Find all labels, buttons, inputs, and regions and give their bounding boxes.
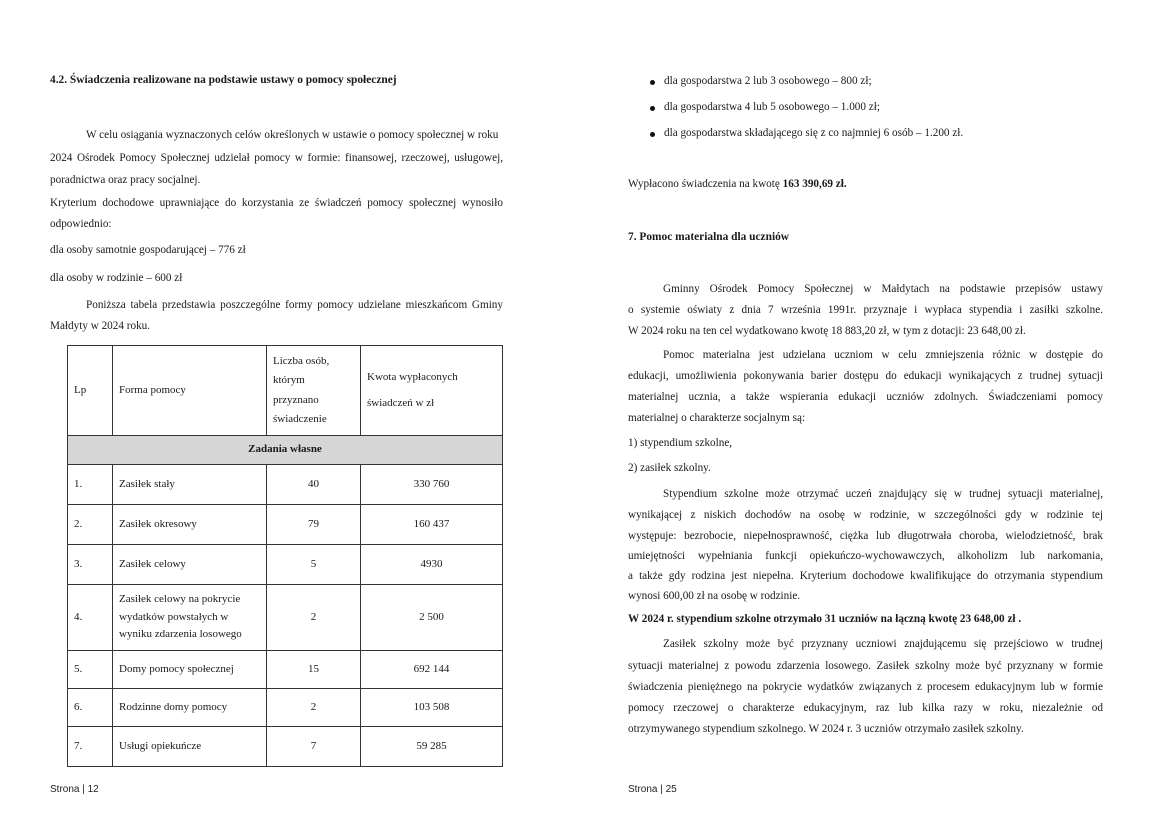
- bullet-item: dla gospodarstwa 2 lub 3 osobowego – 800 zł;: [664, 75, 872, 87]
- paid-amount: 163 390,69 zł.: [782, 178, 847, 190]
- cell-amount: 330 760: [361, 465, 503, 505]
- paragraph-line: umiejętności wypełniania funkcji opiekuńczo-wychowawczych, alkoholizm lub narkomania,: [628, 550, 1103, 562]
- cell-amount: 59 285: [361, 727, 503, 767]
- paragraph-line: poradnictwa oraz pracy socjalnej.: [50, 174, 201, 186]
- header-persons-line: Liczba osób,: [273, 355, 330, 367]
- header-persons-line: świadczenie: [273, 412, 327, 425]
- header-amount-line: Kwota wypłaconych: [367, 371, 458, 384]
- table-row: [68, 689, 503, 727]
- table-row: [68, 585, 503, 651]
- paragraph-line: W 2024 roku na ten cel wydatkowano kwotę 18 883,20 zł, w tym z dotacji: 23 648,00 zł.: [628, 325, 1026, 337]
- paragraph-line: 2024 Ośrodek Pomocy Społecznej udzielał pomocy w formie: finansowej, rzeczowej, usługowej,: [50, 152, 503, 164]
- table-row: [68, 651, 503, 689]
- cell-lp: 1.: [68, 465, 113, 505]
- paragraph-line: pomocy rzeczowej o charakterze edukacyjnym, raz lub kilka razy w roku, niezależnie od: [628, 702, 1103, 714]
- cell-amount: 4930: [361, 545, 503, 585]
- header-persons-line: przyznano: [273, 393, 319, 406]
- table-header-row: [68, 346, 503, 436]
- section-heading: 7. Pomoc materialna dla uczniów: [628, 231, 790, 243]
- paragraph-line: Pomoc materialna jest udzielana uczniom w celu zmniejszenia różnic w dostępie do: [663, 349, 1103, 361]
- cell-persons: 5: [267, 545, 361, 585]
- bullet-icon: [650, 132, 655, 137]
- header-form: Forma pomocy: [113, 346, 267, 436]
- cell-form: Zasiłek stały: [113, 465, 267, 505]
- header-amount-line: świadczeń w zł: [367, 396, 435, 409]
- section-heading: 4.2. Świadczenia realizowane na podstawie ustawy o pomocy społecznej: [50, 74, 397, 86]
- cell-amount: 2 500: [361, 585, 503, 651]
- paragraph-line: Małdyty w 2024 roku.: [50, 320, 151, 332]
- cell-persons: 2: [267, 689, 361, 727]
- page-number: Strona | 12: [50, 784, 99, 795]
- cell-form: [113, 585, 267, 651]
- bullet-item: dla gospodarstwa składającego się z co najmniej 6 osób – 1.200 zł.: [664, 127, 964, 139]
- paragraph-line: Poniższa tabela przedstawia poszczególne formy pomocy udzielane mieszkańcom Gminy: [86, 299, 503, 311]
- cell-form-line: Zasiłek celowy na pokrycie: [119, 593, 241, 606]
- bullet-item: dla gospodarstwa 4 lub 5 osobowego – 1.000 zł;: [664, 101, 880, 113]
- paragraph-line: W celu osiągania wyznaczonych celów określonych w ustawie o pomocy społecznej w roku: [86, 129, 499, 141]
- cell-lp: 6.: [68, 689, 113, 727]
- list-item: 2) zasiłek szkolny.: [628, 462, 711, 474]
- cell-persons: 40: [267, 465, 361, 505]
- cell-lp: 7.: [68, 727, 113, 767]
- bold-summary: W 2024 r. stypendium szkolne otrzymało 31 uczniów na łączną kwotę 23 648,00 zł .: [628, 613, 1022, 625]
- paid-summary: [628, 177, 847, 191]
- aid-forms-table: [67, 345, 503, 767]
- paragraph-line: występuje: bezrobocie, niepełnosprawność, ciężka lub długotrwała choroba, wielodzietność, brak: [628, 530, 1103, 542]
- bullet-icon: [650, 80, 655, 85]
- cell-persons: 2: [267, 585, 361, 651]
- bullet-icon: [650, 106, 655, 111]
- paragraph-line: materialnej o charakterze socjalnym są:: [628, 412, 806, 424]
- table-row: [68, 727, 503, 767]
- cell-form: Zasiłek celowy: [113, 545, 267, 585]
- cell-persons: 7: [267, 727, 361, 767]
- paragraph-line: Zasiłek szkolny może być przyznany uczniowi znajdującemu się przejściowo w trudnej: [663, 638, 1103, 650]
- cell-form: Usługi opiekuńcze: [113, 727, 267, 767]
- cell-persons: 79: [267, 505, 361, 545]
- section-label: Zadania własne: [68, 436, 503, 465]
- cell-form: Rodzinne domy pomocy: [113, 689, 267, 727]
- header-lp: Lp: [68, 346, 113, 436]
- cell-form: Zasiłek okresowy: [113, 505, 267, 545]
- cell-lp: 5.: [68, 651, 113, 689]
- paragraph-line: Gminny Ośrodek Pomocy Społecznej w Małdytach na podstawie przepisów ustawy: [663, 283, 1103, 295]
- paragraph-line: edukacji, umożliwienia pokonywania barier dostępu do edukacji wynikających z trudnej sytuacji: [628, 370, 1103, 382]
- header-persons: [267, 346, 361, 436]
- cell-amount: 103 508: [361, 689, 503, 727]
- cell-amount: 160 437: [361, 505, 503, 545]
- cell-persons: 15: [267, 651, 361, 689]
- cell-lp: 2.: [68, 505, 113, 545]
- right-page: [585, 0, 1170, 827]
- list-item: 1) stypendium szkolne,: [628, 437, 733, 449]
- paragraph-line: odpowiednio:: [50, 218, 112, 230]
- paragraph-line: otrzymywanego stypendium szkolnego. W 2024 r. 3 uczniów otrzymało zasiłek szkolny.: [628, 723, 1024, 735]
- criterion-family: dla osoby w rodzinie – 600 zł: [50, 272, 183, 284]
- cell-lp: 3.: [68, 545, 113, 585]
- header-persons-line: którym: [273, 374, 305, 387]
- cell-lp: 4.: [68, 585, 113, 651]
- cell-form-line: wydatków powstałych w: [119, 610, 229, 623]
- paragraph-line: wynosi 600,00 zł na osobę w rodzinie.: [628, 590, 801, 602]
- table-row: [68, 465, 503, 505]
- table-row: [68, 545, 503, 585]
- section-row: [68, 436, 503, 465]
- paragraph-line: świadczenia pieniężnego na pokrycie wydatków związanych z procesem edukacyjnym lub w formie: [628, 681, 1103, 693]
- header-amount: [361, 346, 503, 436]
- cell-amount: 692 144: [361, 651, 503, 689]
- paragraph-line: wynikającej z niskich dochodów na osobę w rodzinie, w szczególności gdy w rodzinie tej: [628, 509, 1103, 521]
- paragraph-line: sytuacji materialnej z powodu zdarzenia losowego. Zasiłek szkolny może być przyznany w formie: [628, 660, 1103, 672]
- paragraph-line: Stypendium szkolne może otrzymać uczeń znajdujący się w trudnej sytuacji materialnej,: [663, 488, 1103, 500]
- cell-form: Domy pomocy społecznej: [113, 651, 267, 689]
- page-number: Strona | 25: [628, 784, 677, 795]
- paragraph-line: o systemie oświaty z dnia 7 września 1991r. przyznaje i wypłaca stypendia i zasiłki szkolne.: [628, 304, 1103, 316]
- table-row: [68, 505, 503, 545]
- paid-prefix: Wypłacono świadczenia na kwotę: [628, 178, 783, 190]
- cell-form-line: wyniku zdarzenia losowego: [119, 628, 242, 641]
- paragraph-line: Kryterium dochodowe uprawniające do korzystania ze świadczeń pomocy społecznej wynosiło: [50, 197, 503, 209]
- criterion-single: dla osoby samotnie gospodarującej – 776 zł: [50, 244, 246, 256]
- paragraph-line: a także gdy rodzina jest niepełna. Kryterium dochodowe kwalifikujące do otrzymania stypendium: [628, 570, 1103, 582]
- paragraph-line: materialnej ucznia, a także wspierania edukacji uczniów zdolnych. Świadczeniami pomocy: [628, 391, 1103, 403]
